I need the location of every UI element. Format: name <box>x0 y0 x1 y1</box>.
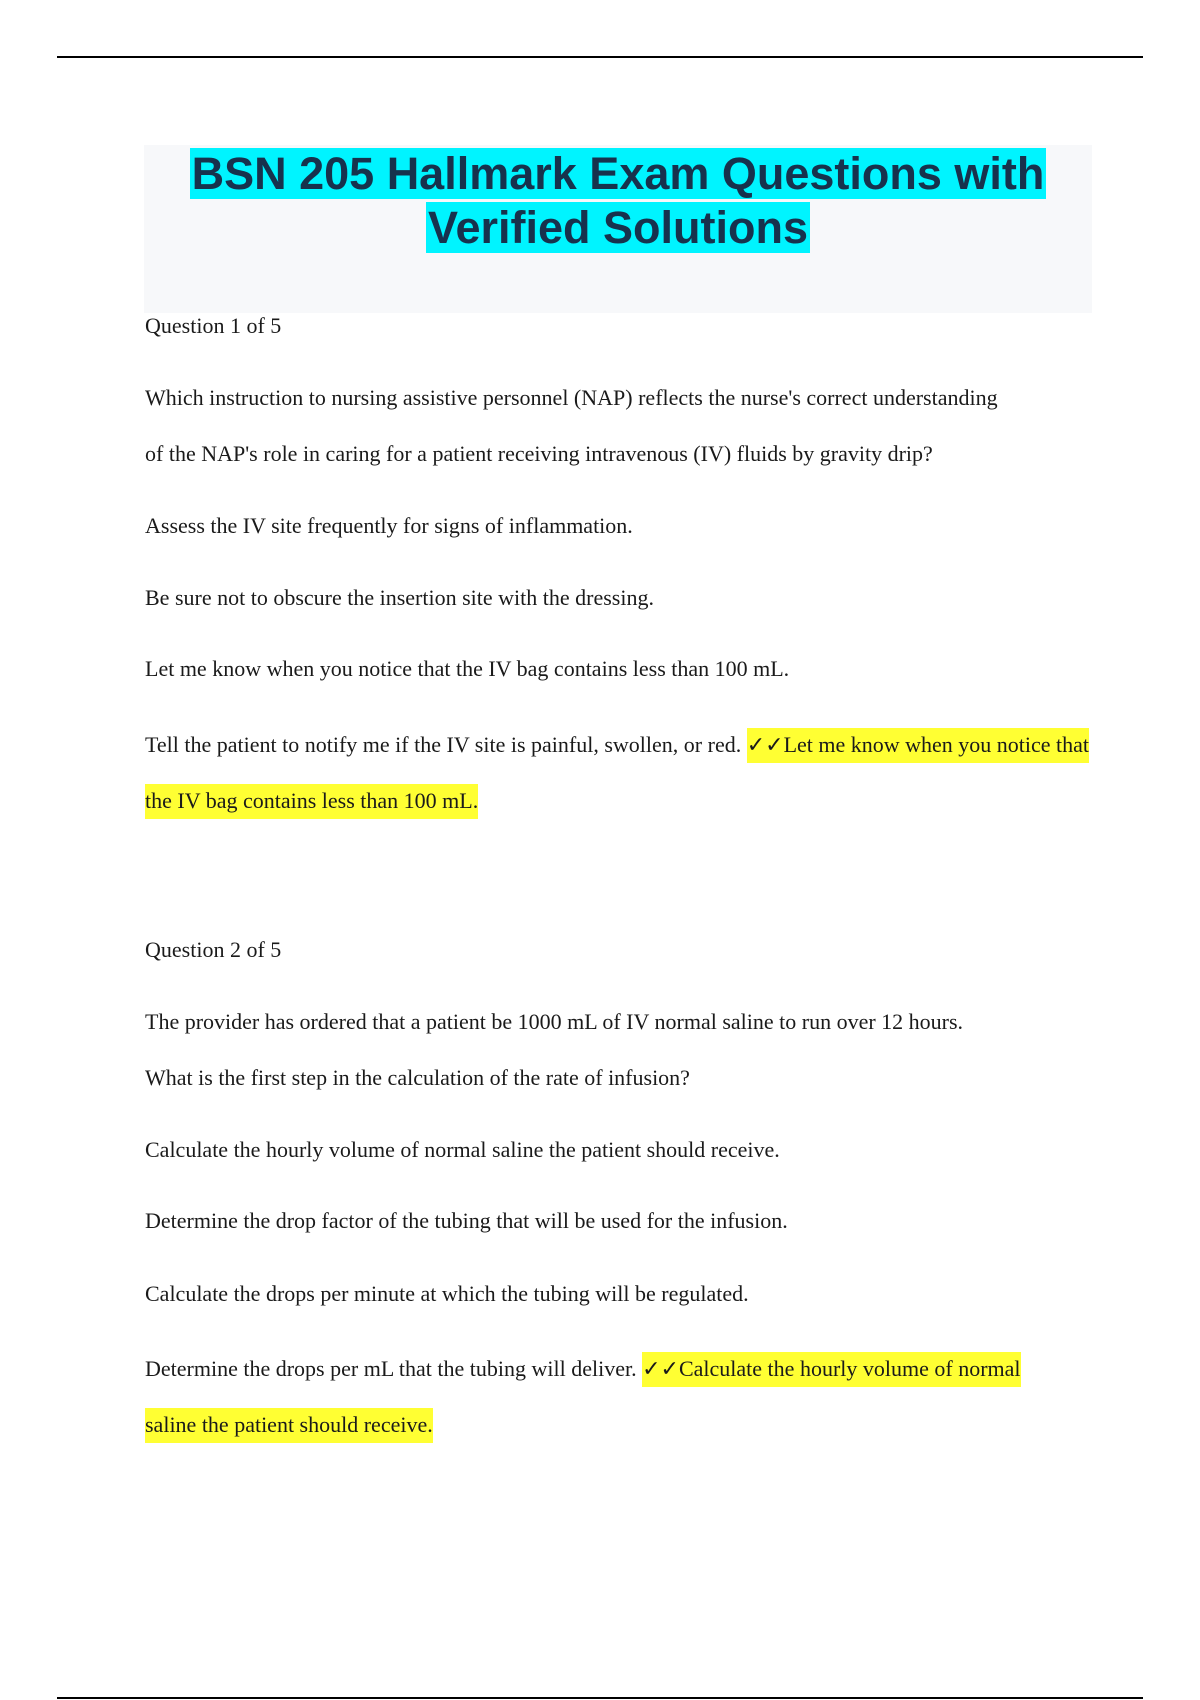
question-1-option-4: Tell the patient to notify me if the IV site is painful, swollen, or red. <box>145 732 742 757</box>
question-2-header: Question 2 of 5 <box>145 937 282 962</box>
question-2-prompt-line-2: What is the first step in the calculation of the rate of infusion? <box>145 1065 690 1090</box>
question-1-option-2: Be sure not to obscure the insertion site with the dressing. <box>145 585 654 610</box>
top-rule <box>57 56 1143 58</box>
question-1-answer: ✓✓Let me know when you notice that the IV bag contains less than 100 mL. <box>145 728 1089 819</box>
question-2-option-2: Determine the drop factor of the tubing that will be used for the infusion. <box>145 1208 788 1233</box>
question-1-option-3: Let me know when you notice that the IV bag contains less than 100 mL. <box>145 656 790 681</box>
question-1-last-option-with-answer <box>145 717 1090 829</box>
question-2-prompt-line-1: The provider has ordered that a patient be 1000 mL of IV normal saline to run over 12 hours. <box>145 1009 964 1034</box>
question-1-header: Question 1 of 5 <box>145 313 282 338</box>
title-banner <box>144 145 1092 313</box>
question-2-option-1: Calculate the hourly volume of normal saline the patient should receive. <box>145 1137 780 1162</box>
question-1-option-1: Assess the IV site frequently for signs of inflammation. <box>145 513 633 538</box>
question-2-last-option-with-answer <box>145 1341 1055 1453</box>
document-title: BSN 205 Hallmark Exam Questions with Verified Solutions <box>191 148 1045 253</box>
question-1-prompt-line-2: of the NAP's role in caring for a patient receiving intravenous (IV) fluids by gravity drip? <box>145 441 933 466</box>
question-1-prompt-line-1: Which instruction to nursing assistive personnel (NAP) reflects the nurse's correct understanding <box>145 385 998 410</box>
question-2-answer: ✓✓Calculate the hourly volume of normal saline the patient should receive. <box>145 1352 1021 1443</box>
bottom-rule <box>57 1697 1143 1699</box>
question-2-option-3: Calculate the drops per minute at which the tubing will be regulated. <box>145 1281 749 1306</box>
question-2-option-4: Determine the drops per mL that the tubing will deliver. <box>145 1356 637 1381</box>
